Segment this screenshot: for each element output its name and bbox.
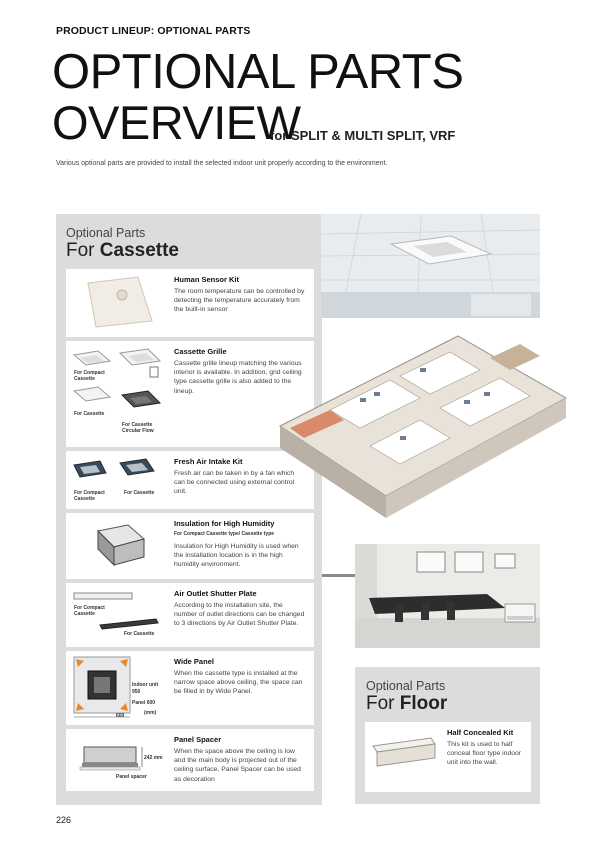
label-for-cassette: For Cassette <box>74 411 105 417</box>
cassette-grille-title: Cassette Grille <box>174 347 227 356</box>
label-for-compact-cassette: For Compact Cassette <box>74 370 105 382</box>
connector-line-floor <box>322 574 356 577</box>
human-sensor-kit-title: Human Sensor Kit <box>174 275 240 284</box>
intro-text: Various optional parts are provided to install the selected indoor unit properly according to the environment. <box>56 160 388 167</box>
human-sensor-kit-image <box>66 269 166 337</box>
insulation-subtitle: For Compact Cassette type/ Cassette type <box>174 531 275 537</box>
wide-panel-title: Wide Panel <box>174 657 214 666</box>
label-indoor-unit: Indoor unit <box>132 682 159 688</box>
fresh-air-intake-desc: Fresh air can be taken in by a fan which can be connected using external control unit. <box>174 470 295 496</box>
card-half-concealed-kit <box>365 722 531 792</box>
cassette-heading-small: Optional Parts <box>66 226 146 240</box>
fresh-air-intake-title: Fresh Air Intake Kit <box>174 457 243 466</box>
shutter-plate-desc: According to the installation site, the number of outlet directions can be changed to 3 directions by Air Outlet Shutter Plate. <box>174 602 305 628</box>
label-panel-600: Panel 600 <box>132 700 156 706</box>
label-mm: (mm) <box>144 710 157 716</box>
label-panel-spacer: Panel spacer <box>116 774 147 780</box>
cassette-heading-strong: Cassette <box>99 240 179 261</box>
label-242mm: 242 mm <box>144 755 163 761</box>
insulation-image <box>66 513 166 579</box>
label-for-cassette-3: For Cassette <box>124 631 155 637</box>
product-lineup-label: PRODUCT LINEUP: OPTIONAL PARTS <box>56 25 251 37</box>
ceiling-cassette-photo <box>321 214 540 318</box>
shutter-plate-title: Air Outlet Shutter Plate <box>174 589 257 598</box>
half-concealed-kit-desc: This kit is used to half conceal floor type indoor unit into the wall. <box>447 741 522 767</box>
insulation-title: Insulation for High Humidity <box>174 519 275 528</box>
card-wide-panel <box>66 651 314 725</box>
floor-heading-prefix: For <box>366 693 400 714</box>
cassette-heading <box>66 240 179 262</box>
cassette-grille-desc: Cassette grille lineup matching the various interior is available. In addition, grid ceiling type cassette grille is also added to the lineup. <box>174 360 302 395</box>
label-600: 600 <box>116 713 125 719</box>
page-title-line2: OVERVIEW <box>52 96 301 149</box>
floor-heading-strong: Floor <box>399 693 448 714</box>
insulation-desc: Insulation for High Humidity is used when the installation location is in the high humidity environment. <box>174 543 299 569</box>
half-concealed-kit-title: Half Concealed Kit <box>447 728 514 737</box>
page-title-suffix: for SPLIT & MULTI SPLIT, VRF <box>270 128 456 143</box>
page-title-line1: OPTIONAL PARTS <box>52 45 464 99</box>
half-concealed-kit-image <box>365 722 443 792</box>
cassette-heading-prefix: For <box>66 240 100 261</box>
page-number: 226 <box>56 815 72 825</box>
wide-panel-desc: When the cassette type is installed at the narrow space above ceiling, the space can be filled in by Wide Panel. <box>174 670 303 696</box>
floor-heading <box>366 693 447 715</box>
card-air-outlet-shutter-plate <box>66 583 314 647</box>
label-for-compact-cassette-2: For Compact Cassette <box>74 490 105 502</box>
panel-spacer-desc: When the space above the ceiling is low and the main body is projected out of the ceiling surface, Panel Spacer can be used as decoration <box>174 748 301 783</box>
panel-spacer-title: Panel Spacer <box>174 735 222 744</box>
office-floor-plan-illustration <box>270 318 570 546</box>
label-for-cassette-2: For Cassette <box>124 490 155 496</box>
card-panel-spacer <box>66 729 314 791</box>
floor-heading-small: Optional Parts <box>366 679 446 693</box>
meeting-room-photo <box>355 544 540 648</box>
label-for-cassette-circular-flow: For Cassette Circular Flow <box>122 422 154 434</box>
label-950: 950 <box>132 689 141 695</box>
label-for-compact-cassette-3: For Compact Cassette <box>74 605 105 617</box>
human-sensor-kit-desc: The room temperature can be controlled by detecting the temperature accurately from the built-in sensor <box>174 288 305 314</box>
